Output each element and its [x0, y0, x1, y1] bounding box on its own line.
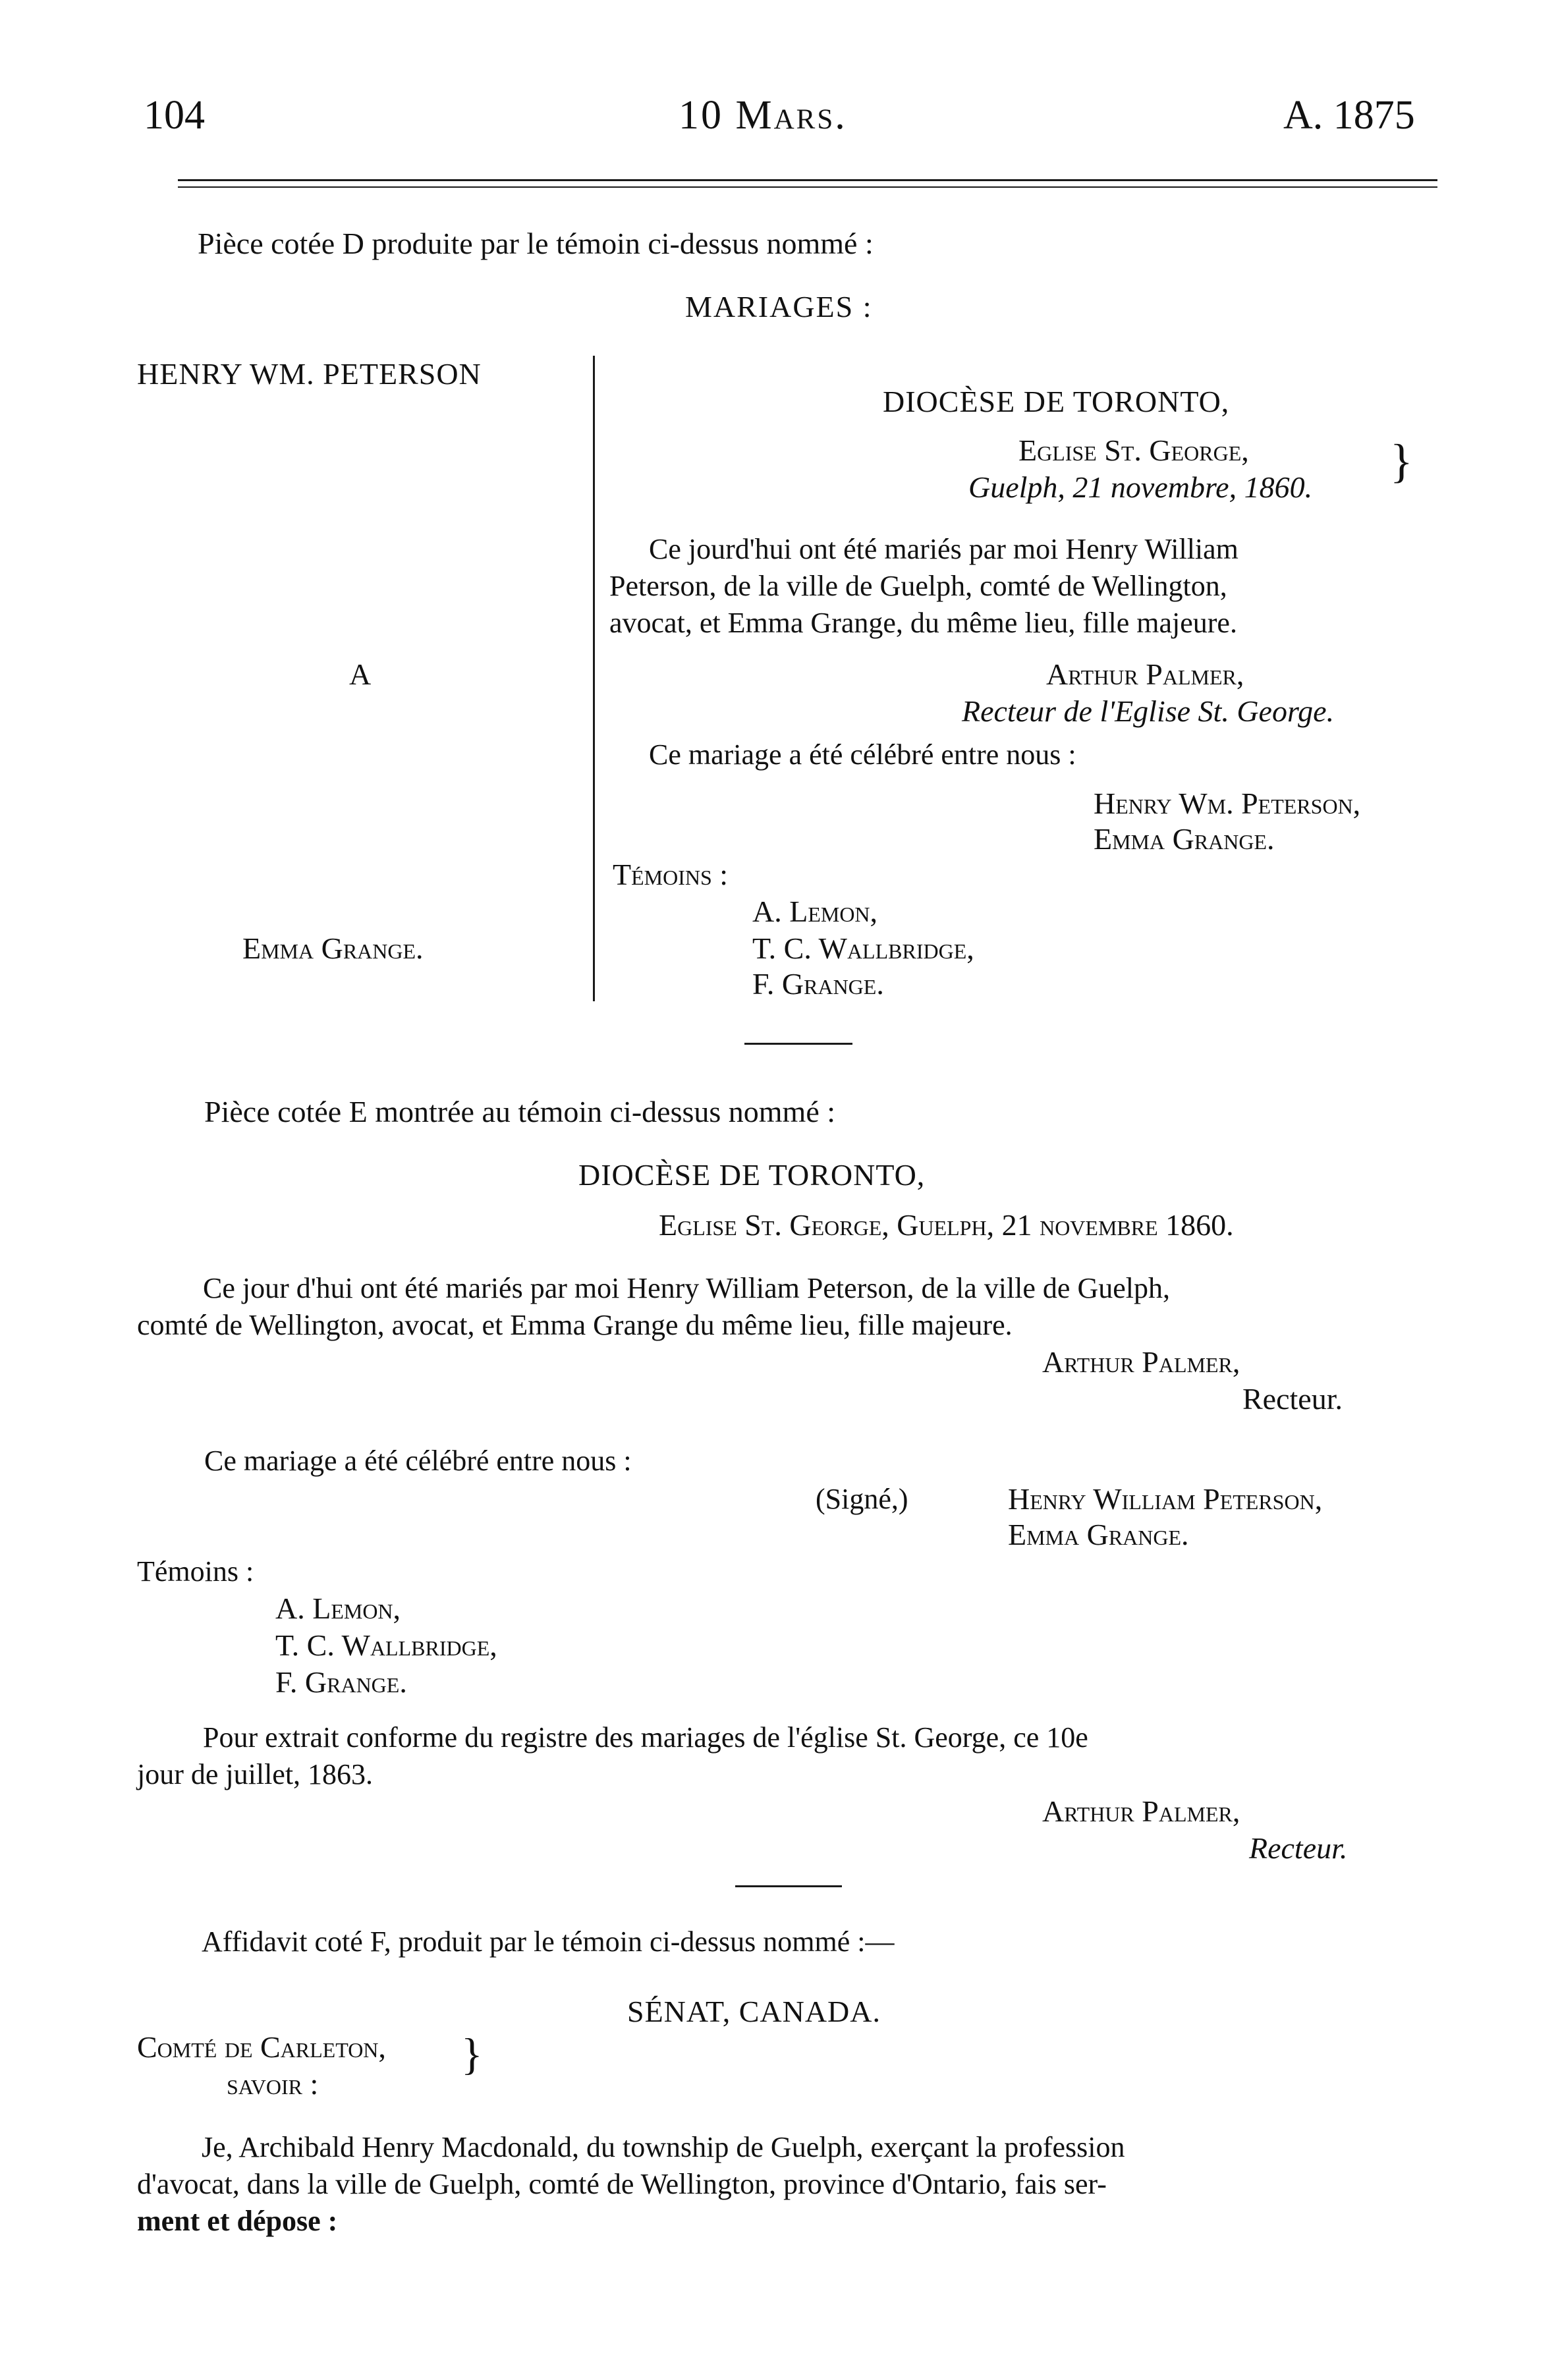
exhibit-e-intro: Pièce cotée E montrée au témoin ci-dessus nommé : — [204, 1095, 836, 1128]
exhibit-d-diocese: DIOCÈSE DE TORONTO, — [883, 385, 1230, 418]
exhibit-e-extract-line-1: Pour extrait conforme du registre des mariages de l'église St. George, ce 10e — [203, 1721, 1088, 1754]
exhibit-e-body-line-1: Ce jour d'hui ont été mariés par moi Henry William Peterson, de la ville de Guelph, — [203, 1272, 1170, 1304]
exhibit-e-witnesses-label: Témoins : — [137, 1555, 254, 1588]
exhibit-e-witness-2: T. C. Wallbridge, — [275, 1628, 497, 1662]
groom-name: HENRY WM. PETERSON — [137, 357, 482, 391]
page-year: A. 1875 — [1283, 93, 1415, 138]
exhibit-d-heading: MARIAGES : — [685, 290, 873, 323]
exhibit-d-witnesses-label: Témoins : — [613, 858, 729, 891]
section-rule-2 — [735, 1885, 842, 1887]
exhibit-e-witness-3: F. Grange. — [275, 1665, 407, 1699]
exhibit-f-body-line-3: ment et dépose : — [137, 2205, 338, 2237]
page-date: 10 Mars. — [679, 93, 847, 138]
bride-name: Emma Grange. — [242, 931, 424, 965]
exhibit-e-officiant-title: Recteur. — [1242, 1382, 1343, 1416]
exhibit-d-officiant: Arthur Palmer, — [1046, 657, 1244, 691]
page-number: 104 — [144, 93, 205, 138]
exhibit-d-celebrated: Ce mariage a été célébré entre nous : — [649, 738, 1076, 771]
exhibit-d-signatory-2: Emma Grange. — [1094, 822, 1275, 856]
exhibit-f-heading: SÉNAT, CANADA. — [627, 1995, 881, 2028]
exhibit-e-signatory-2: Emma Grange. — [1008, 1518, 1189, 1551]
exhibit-e-witness-1: A. Lemon, — [275, 1591, 401, 1625]
exhibit-e-signatory-1: Henry William Peterson, — [1008, 1482, 1323, 1516]
exhibit-e-celebrated: Ce mariage a été célébré entre nous : — [204, 1445, 632, 1477]
exhibit-d-signatory-1: Henry Wm. Peterson, — [1094, 787, 1361, 820]
exhibit-f-savoir: savoir : — [227, 2067, 319, 2101]
section-rule-1 — [744, 1043, 852, 1045]
exhibit-d-body-line-3: avocat, et Emma Grange, du même lieu, fille majeure. — [609, 607, 1237, 639]
exhibit-e-extract-line-2: jour de juillet, 1863. — [137, 1758, 374, 1790]
exhibit-d-church: Eglise St. George, — [1018, 433, 1249, 467]
exhibit-f-intro: Affidavit coté F, produit par le témoin ci-dessus nommé :— — [202, 1925, 895, 1958]
exhibit-d-place-date: Guelph, 21 novembre, 1860. — [968, 470, 1313, 504]
exhibit-e-diocese: DIOCÈSE DE TORONTO, — [578, 1158, 926, 1192]
exhibit-f-body-line-1: Je, Archibald Henry Macdonald, du township de Guelph, exerçant la profession — [202, 2131, 1125, 2163]
exhibit-d-witness-1: A. Lemon, — [752, 895, 878, 928]
header-rule-top — [178, 179, 1437, 181]
exhibit-d-body-line-1: Ce jourd'hui ont été mariés par moi Henry William — [649, 533, 1238, 565]
exhibit-d-body-line-2: Peterson, de la ville de Guelph, comté de Wellington, — [609, 570, 1227, 602]
brace-right: } — [1390, 435, 1413, 487]
exhibit-e-officiant: Arthur Palmer, — [1042, 1345, 1240, 1379]
exhibit-f-county: Comté de Carleton, — [137, 2030, 386, 2064]
header-rule-bottom — [178, 186, 1437, 188]
exhibit-e-body-line-2: comté de Wellington, avocat, et Emma Grange du même lieu, fille majeure. — [137, 1309, 1013, 1341]
connector-a: A — [349, 657, 372, 691]
exhibit-e-church-line: Eglise St. George, Guelph, 21 novembre 1860. — [659, 1208, 1234, 1242]
exhibit-d-officiant-title: Recteur de l'Eglise St. George. — [962, 694, 1335, 728]
exhibit-e-extract-signer: Arthur Palmer, — [1042, 1794, 1240, 1828]
exhibit-e-signed: (Signé,) — [816, 1483, 908, 1515]
exhibit-e-extract-signer-title: Recteur. — [1249, 1831, 1348, 1865]
exhibit-f-body-line-2: d'avocat, dans la ville de Guelph, comté de Wellington, province d'Ontario, fais ser- — [137, 2168, 1107, 2200]
brace-county: } — [461, 2029, 483, 2079]
exhibit-d-witness-3: F. Grange. — [752, 967, 884, 1001]
exhibit-d-intro: Pièce cotée D produite par le témoin ci-dessus nommé : — [198, 227, 874, 260]
column-divider — [593, 356, 595, 1001]
exhibit-d-witness-2: T. C. Wallbridge, — [752, 931, 974, 965]
